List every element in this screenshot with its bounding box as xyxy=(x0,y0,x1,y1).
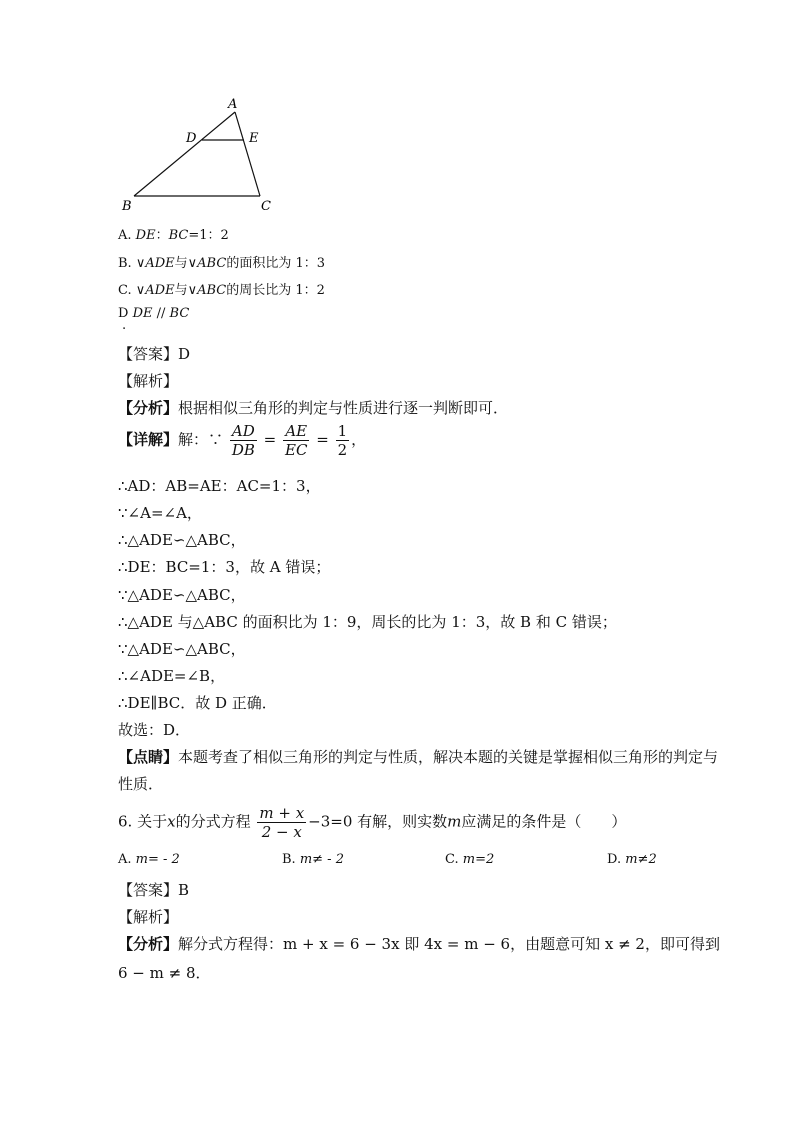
step-line: ∴DE∥BC．故 D 正确． xyxy=(118,694,277,712)
fenxi-1-tag: 【分析】 xyxy=(118,399,179,417)
option-c xyxy=(118,279,325,298)
equals-1: = xyxy=(263,430,277,449)
fraction-ad: AD xyxy=(231,422,255,440)
option-a-t3: BC xyxy=(168,228,189,243)
q6-option-a xyxy=(118,852,180,867)
option-a-t1: DE xyxy=(135,228,156,243)
fraction-ae: AE xyxy=(285,422,308,440)
detail-line xyxy=(118,422,366,459)
fraction-ae-ec xyxy=(283,422,309,459)
option-b-t1: ∨ xyxy=(135,256,146,271)
option-d-t1: DE xyxy=(132,306,153,321)
question-6-mid: 的分式方程 xyxy=(175,812,251,831)
q6-option-c xyxy=(445,852,494,867)
step-line: ∴DE：BC=1：3，故 A 错误； xyxy=(118,558,331,576)
q6-option-c-key: C. xyxy=(445,852,459,867)
q6-option-b-key: B. xyxy=(282,852,296,867)
detail-tail: ， xyxy=(351,430,367,449)
option-a-t4: =1：2 xyxy=(188,228,229,243)
option-b-t2: ADE xyxy=(145,256,175,271)
triangle-figure xyxy=(110,92,300,222)
jiexi-2: 【解析】 xyxy=(118,908,179,926)
fenxi-2-tag: 【分析】 xyxy=(118,935,179,953)
option-a-key: A. xyxy=(118,228,132,243)
question-6-var: x xyxy=(167,812,176,831)
q6-option-a-val: m= - 2 xyxy=(135,852,180,867)
q6-option-a-key: A. xyxy=(118,852,132,867)
option-b-t3: 与∨ xyxy=(174,256,198,271)
fraction-ad-db xyxy=(230,422,257,459)
fraction-2-minus-x: 2 − x xyxy=(261,823,302,841)
question-6-pre: 关于 xyxy=(137,812,168,831)
option-c-t3: 与∨ xyxy=(174,283,198,298)
dianjing-tag: 【点睛】 xyxy=(118,748,179,766)
detail-lead: 解：∵ xyxy=(178,430,224,449)
option-a-t2: ： xyxy=(155,228,169,243)
answer-1: 【答案】D xyxy=(118,345,191,363)
label-a: A xyxy=(228,97,238,112)
label-d: D xyxy=(186,131,197,146)
fraction-m-x xyxy=(257,804,306,841)
fraction-two: 2 xyxy=(337,441,348,459)
q6-option-b xyxy=(282,852,344,867)
label-e: E xyxy=(249,131,259,146)
step-line: ∴∠ADE=∠B， xyxy=(118,667,226,685)
option-d-dot: . xyxy=(122,318,127,333)
option-d-t3: BC xyxy=(169,306,190,321)
option-b-t5: 的面积比为 1：3 xyxy=(226,256,325,271)
fraction-one: 1 xyxy=(337,422,348,440)
step-line: ∵∠A=∠A， xyxy=(118,504,202,522)
option-a xyxy=(118,224,229,243)
fraction-one-half xyxy=(336,422,350,459)
option-c-t5: 的周长比为 1：2 xyxy=(226,283,325,298)
option-c-key: C. xyxy=(118,283,132,298)
option-d-t2: // xyxy=(156,306,166,321)
step-line: ∴△ADE 与△ABC 的面积比为 1：9，周长的比为 1：3，故 B 和 C 错误； xyxy=(118,613,617,631)
q6-option-d-val: m≠2 xyxy=(625,852,657,867)
step-line: ∴AD：AB=AE：AC=1：3， xyxy=(118,477,321,495)
detail-tag: 【详解】 xyxy=(118,430,179,449)
q6-option-b-val: m≠ - 2 xyxy=(299,852,344,867)
option-c-t1: ∨ xyxy=(135,283,146,298)
q6-option-c-val: m=2 xyxy=(462,852,495,867)
equals-2: = xyxy=(316,430,329,449)
fraction-m-plus-x: m + x xyxy=(259,804,305,822)
side-ab xyxy=(134,112,235,196)
question-6-m: m xyxy=(447,812,462,831)
step-line: ∵△ADE∽△ABC， xyxy=(118,586,246,604)
q6-option-d xyxy=(607,852,657,867)
option-c-t4: ABC xyxy=(197,283,227,298)
question-6-number: 6. xyxy=(118,812,133,831)
question-6-end: 应满足的条件是（ ） xyxy=(461,812,627,831)
label-b: B xyxy=(122,199,132,214)
label-c: C xyxy=(261,199,271,214)
dianjing-text-1: 本题考查了相似三角形的判定与性质，解决本题的关键是掌握相似三角形的判定与 xyxy=(178,748,719,766)
fenxi-2-line-1 xyxy=(118,933,720,954)
fraction-ec: EC xyxy=(285,441,308,459)
answer-2: 【答案】B xyxy=(118,881,190,899)
option-b-t4: ABC xyxy=(197,256,227,271)
fenxi-1 xyxy=(118,397,508,418)
fraction-db: DB xyxy=(231,441,255,459)
option-d-key: D xyxy=(118,306,129,321)
step-line: ∴△ADE∽△ABC， xyxy=(118,531,246,549)
side-ac xyxy=(235,112,260,196)
question-6 xyxy=(118,804,626,841)
dianjing-line-1 xyxy=(118,746,718,767)
fenxi-1-text: 根据相似三角形的判定与性质进行逐一判断即可． xyxy=(178,399,509,417)
option-c-t2: ADE xyxy=(145,283,175,298)
dianjing-line-2: 性质． xyxy=(118,775,164,793)
option-d xyxy=(118,306,189,321)
question-6-post: −3=0 有解，则实数 xyxy=(308,812,448,831)
fenxi-2-text-1: 解分式方程得：m + x = 6 − 3x 即 4x = m − 6，由题意可知 x ≠ 2，即可得到 xyxy=(178,935,720,953)
jiexi-1: 【解析】 xyxy=(118,372,179,390)
option-b-key: B. xyxy=(118,256,132,271)
fenxi-2-line-2: 6 − m ≠ 8． xyxy=(118,964,211,982)
q6-option-d-key: D. xyxy=(607,852,622,867)
option-b xyxy=(118,252,325,271)
choose-line: 故选：D． xyxy=(118,721,191,739)
step-line: ∵△ADE∽△ABC， xyxy=(118,640,246,658)
